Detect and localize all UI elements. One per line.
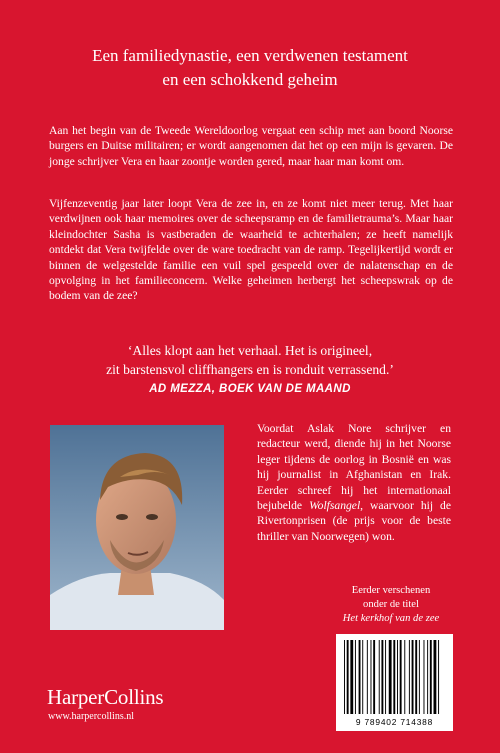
barcode-number: 9 789402 714388 — [355, 717, 434, 727]
headline — [40, 44, 460, 92]
bio-text-2: , waarvoor hij de Rivertonprisen (de prijs voor de beste thriller van Noorwegen) won. — [257, 499, 451, 543]
earlier-line-2: onder de titel — [363, 599, 419, 610]
quote-line-1: ‘Alles klopt aan het verhaal. Het is origineel, — [127, 343, 373, 358]
earlier-line-1: Eerder verschenen — [351, 585, 431, 596]
review-quote — [70, 341, 430, 399]
quote-line-2: zit barstensvol cliffhangers en is ronduit verrassend.’ — [106, 362, 394, 377]
publisher-website: www.harpercollins.nl — [48, 711, 134, 722]
bio-text-1: Voordat Aslak Nore schrijver en redacteur werd, diende hij in het Noorse leger tijdens de oorlog in Bosnië en was hij journalist in Afghanistan en Irak. Eerder schreef hij het internationaal bejubelde — [257, 422, 451, 513]
blurb-paragraph-1: Aan het begin van de Tweede Wereldoorlog vergaat een schip met aan boord Noorse burgers en Duitse militairen; er wordt aangenomen dat het op een mijn is gevaren. De jonge schrijver Vera en haar zoontje worden gered, maar haar man komt om. — [49, 124, 453, 168]
author-photo — [50, 425, 224, 630]
headline-line-1: Een familiedynastie, een verdwenen testament — [92, 46, 408, 65]
publisher-logo: HarperCollins — [47, 685, 164, 709]
author-bio — [257, 421, 451, 544]
quote-source: AD MEZZA, BOEK VAN DE MAAND — [149, 383, 351, 395]
bio-book-title: Wolfsangel — [309, 499, 361, 513]
headline-line-2: en een schokkend geheim — [162, 70, 338, 89]
earlier-published-note — [330, 584, 452, 626]
blurb-paragraph-2: Vijfenzeventig jaar later loopt Vera de zee in, en ze komt niet meer terug. Met haar verdwijnen ook haar memoires over de scheepsramp en de familietrauma’s. Maar haar kleindochter Sasha is vastberaden de waarheid te achterhalen; ze heeft namelijk ontdekt dat Vera twijfelde over de ware toedracht van de ramp. Tegelijkertijd wordt er binnen de welgestelde familie een vuil spel gespeeld over de nalatenschap en de opvolging in het familieconcern. Welke geheimen herbergt het scheepswrak op de bodem van de zee? — [49, 197, 453, 303]
barcode — [336, 634, 453, 731]
earlier-title: Het kerkhof van de zee — [342, 613, 440, 624]
